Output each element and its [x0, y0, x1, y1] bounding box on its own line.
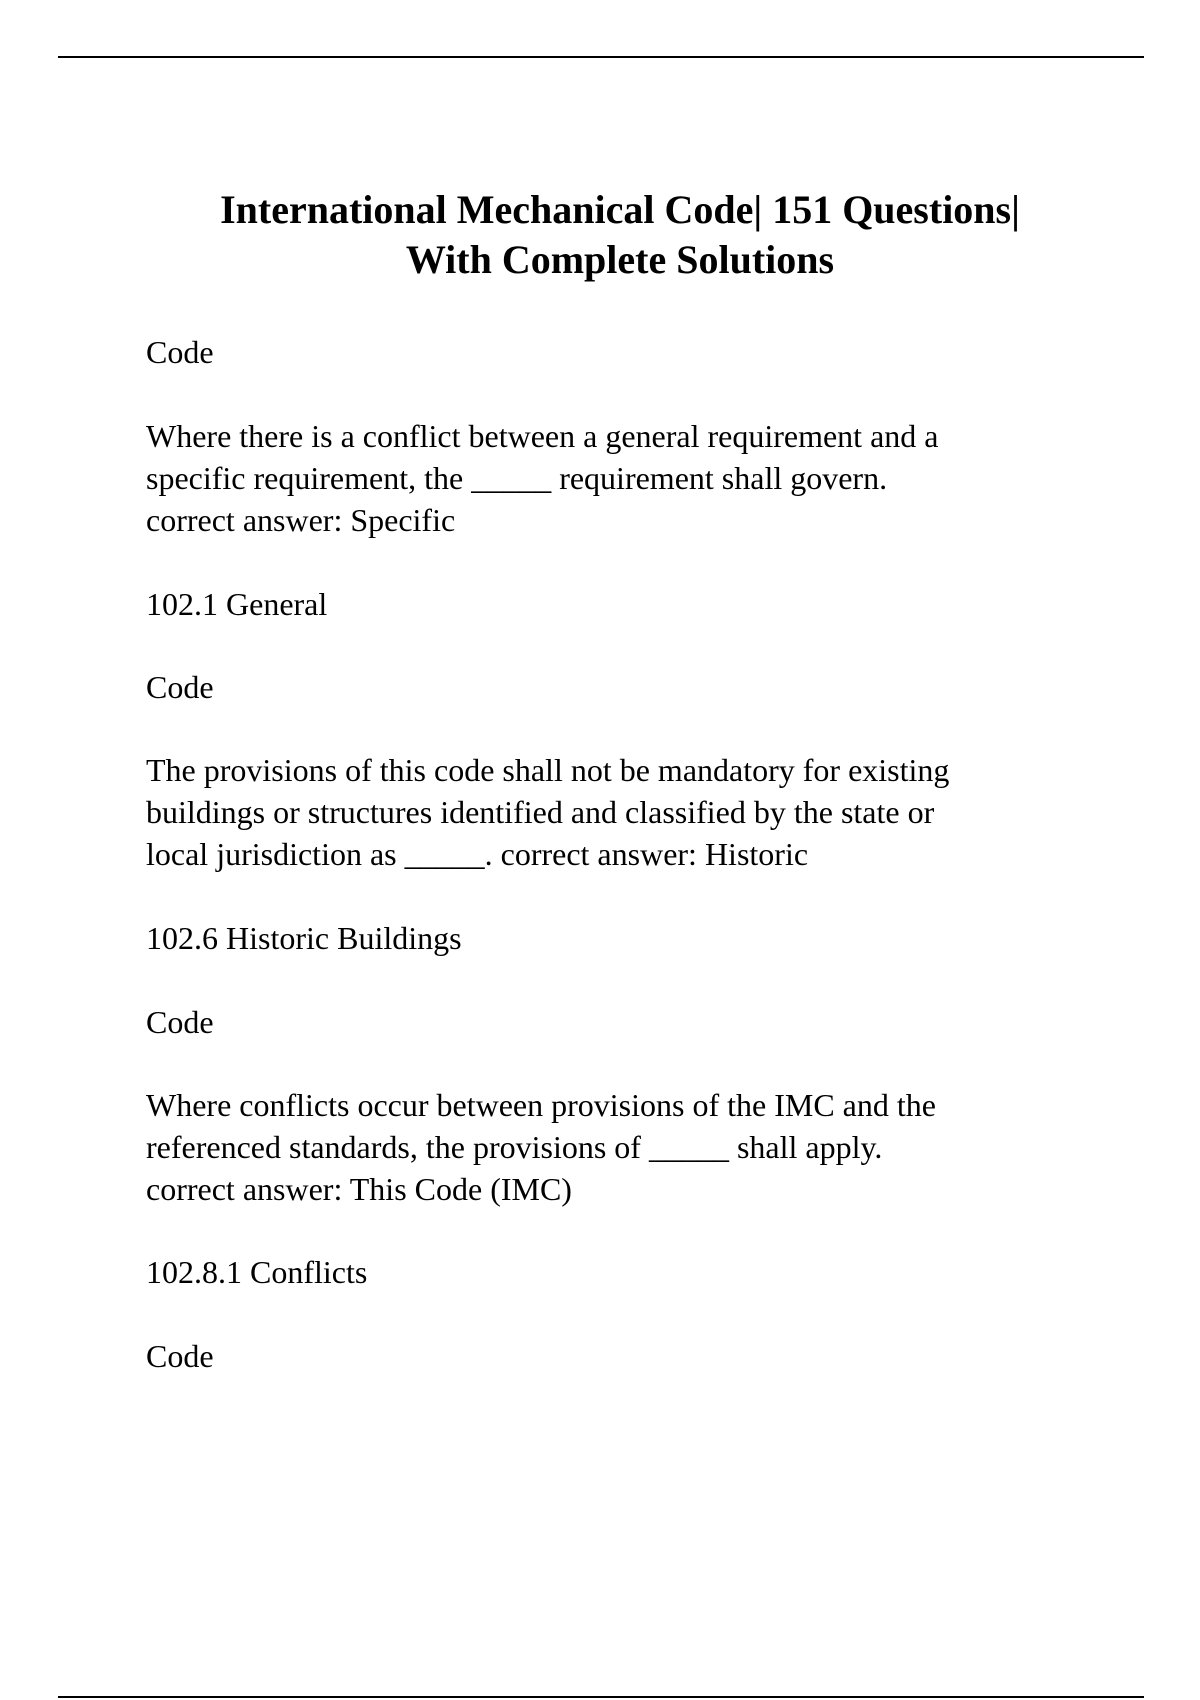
- header-rule: [58, 56, 1144, 58]
- title-line-2: With Complete Solutions: [405, 237, 835, 282]
- entry-label: [146, 331, 1146, 373]
- document-title: [100, 185, 1140, 285]
- label-text: Code: [146, 334, 214, 370]
- question-paragraph: [146, 415, 1146, 541]
- answer-line: correct answer: Specific: [146, 502, 456, 538]
- title-line-1: International Mechanical Code| 151 Questions|: [220, 187, 1020, 232]
- entry-label: [146, 1335, 1146, 1377]
- label-text: Code: [146, 1338, 214, 1374]
- question-line: referenced standards, the provisions of _____ shall apply.: [146, 1129, 883, 1165]
- label-text: Code: [146, 1004, 214, 1040]
- question-paragraph: [146, 749, 1146, 875]
- entry-label: [146, 666, 1146, 708]
- question-line: The provisions of this code shall not be mandatory for existing: [146, 752, 950, 788]
- question-line: buildings or structures identified and classified by the state or: [146, 794, 935, 830]
- section-text: 102.6 Historic Buildings: [146, 920, 462, 956]
- question-answer-line: local jurisdiction as _____. correct answer: Historic: [146, 836, 809, 872]
- section-text: 102.8.1 Conflicts: [146, 1254, 368, 1290]
- section-text: 102.1 General: [146, 586, 328, 622]
- question-line: specific requirement, the _____ requirement shall govern.: [146, 460, 888, 496]
- question-line: Where there is a conflict between a general requirement and a: [146, 418, 939, 454]
- answer-line: correct answer: This Code (IMC): [146, 1171, 572, 1207]
- section-reference: [146, 1251, 1146, 1293]
- footer-rule: [58, 1696, 1144, 1698]
- section-reference: [146, 583, 1146, 625]
- question-paragraph: [146, 1084, 1146, 1210]
- section-reference: [146, 917, 1146, 959]
- entry-label: [146, 1001, 1146, 1043]
- label-text: Code: [146, 669, 214, 705]
- question-line: Where conflicts occur between provisions of the IMC and the: [146, 1087, 936, 1123]
